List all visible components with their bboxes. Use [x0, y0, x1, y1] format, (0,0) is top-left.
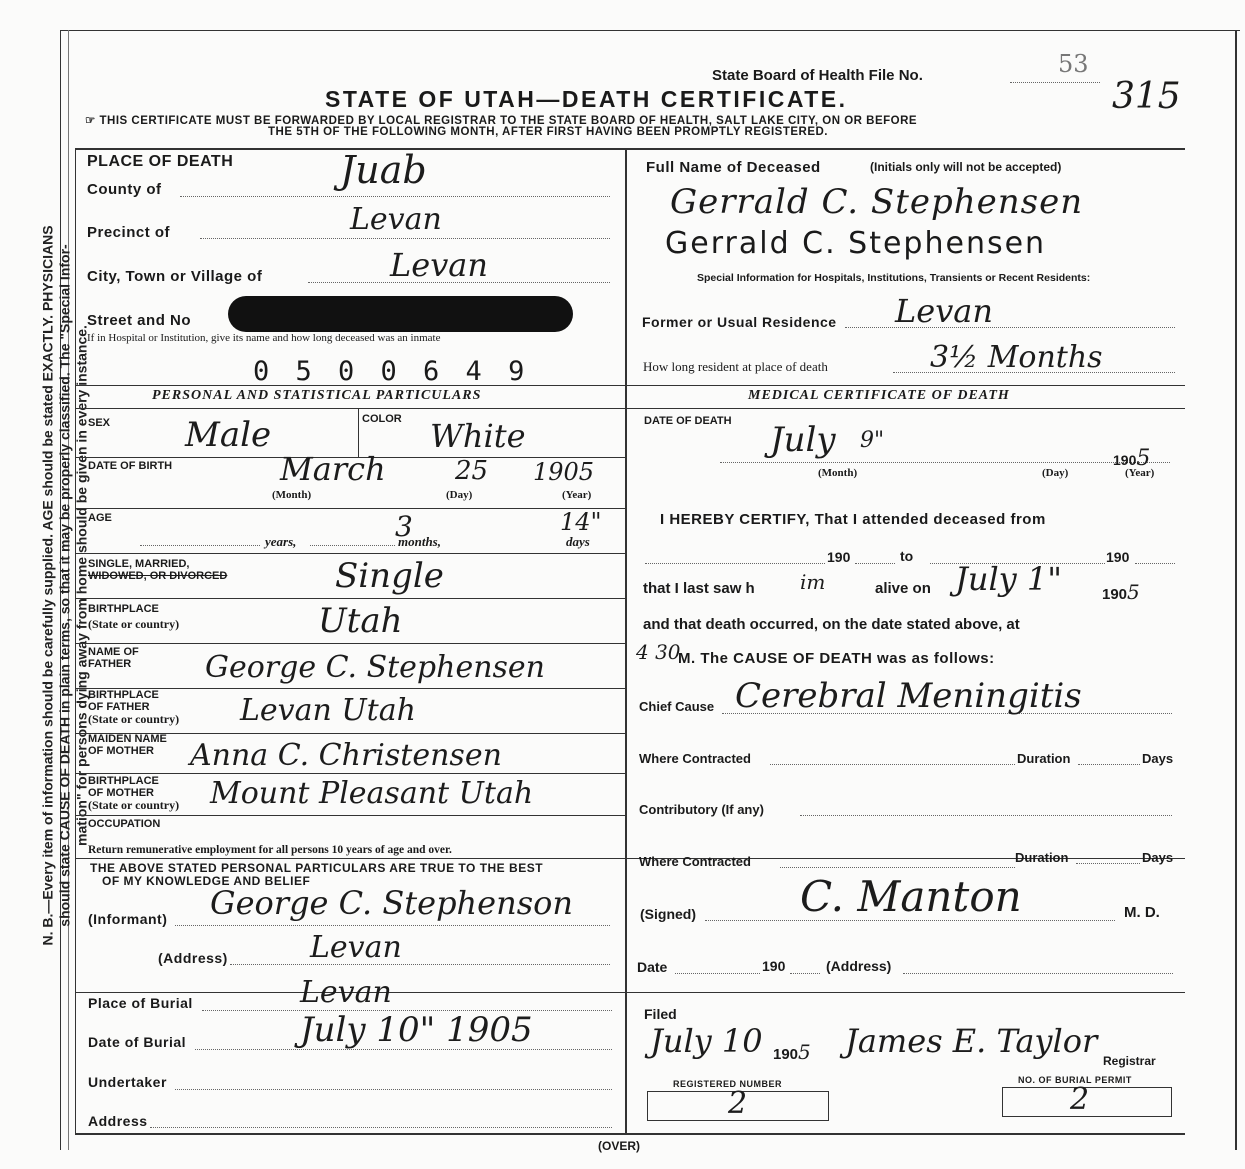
row-line-birthplace [75, 643, 625, 644]
notice-line-2: THE 5TH OF THE FOLLOWING MONTH, AFTER FIRST HAVING BEEN PROMPTLY REGISTERED. [268, 126, 828, 138]
color-label: COLOR [362, 413, 402, 425]
row-line-age [75, 553, 625, 554]
marital-label-2: WIDOWED, OR DIVORCED [88, 570, 228, 582]
mother-bp-label-2: OF MOTHER [88, 787, 154, 799]
dob-month: March [280, 450, 386, 488]
registrar-signature: James E. Taylor [845, 1022, 1098, 1060]
certify-line-1: THE ABOVE STATED PERSONAL PARTICULARS ARE TRUE TO THE BEST [90, 861, 544, 875]
sex-value: Male [185, 415, 272, 455]
redaction-bar [228, 296, 573, 332]
special-info: Special Information for Hospitals, Institutions, Transients or Recent Residents: [697, 272, 1091, 284]
dob-month-caption: (Month) [272, 489, 312, 501]
mother-value: Anna C. Christensen [190, 738, 502, 773]
sex-label: SEX [88, 417, 111, 429]
dob-year: 1905 [533, 458, 595, 486]
hospital-note: If in Hospital or Institution, give its name and how long deceased was an inmate [87, 332, 441, 344]
marital-label-1: SINGLE, MARRIED, [88, 558, 190, 570]
dod-line [720, 462, 1170, 463]
mother-label-1: MAIDEN NAME [88, 733, 167, 745]
months-value: 3 [395, 510, 413, 543]
burial-place-label: Place of Burial [88, 995, 193, 1011]
dod-month-caption: (Month) [818, 467, 858, 479]
informant-address-line [230, 964, 610, 965]
row-line-marital [75, 598, 625, 599]
burial-permit-value: 2 [1070, 1082, 1090, 1117]
occupation-label: OCCUPATION [88, 818, 161, 830]
notice-line-1: ☞ THIS CERTIFICATE MUST BE FORWARDED BY LOCAL REGISTRAR TO THE STATE BOARD OF HEALTH, SALT LAKE CITY, ON OR BEFORE [85, 115, 918, 127]
file-no-line [1010, 82, 1100, 83]
duration-label: Duration [1017, 751, 1071, 766]
father-bp-value: Levan Utah [240, 693, 416, 728]
mother-bp-label-3: (State or country) [88, 798, 180, 812]
father-bp-label-3: (State or country) [88, 712, 180, 726]
to-label: to [900, 548, 914, 564]
medical-address-label: (Address) [826, 958, 892, 974]
last-saw-label: that I last saw h [643, 580, 755, 597]
dod-year-caption: (Year) [1125, 467, 1155, 479]
to-year-line [1135, 563, 1175, 564]
medical-heading: MEDICAL CERTIFICATE OF DEATH [748, 388, 1010, 403]
where-contracted-label: Where Contracted [639, 751, 751, 766]
medical-date-year-line [790, 973, 820, 974]
row-line-dob [75, 508, 625, 509]
chief-cause-label: Chief Cause [639, 699, 715, 714]
dob-day: 25 [455, 456, 489, 486]
undertaker-address-label: Address [88, 1113, 148, 1129]
years-caption: years, [265, 534, 297, 549]
mother-bp-label-1: BIRTHPLACE [88, 775, 159, 787]
column-divider [625, 148, 627, 1133]
from-line [645, 563, 825, 564]
years-line [140, 545, 260, 546]
certify-statement: I HEREBY CERTIFY, That I attended deceased from [660, 511, 1046, 528]
informant-address-label: (Address) [158, 950, 228, 966]
time-value: 4 30 [636, 640, 681, 664]
birthplace-value: Utah [318, 601, 403, 641]
occupation-note: Return remunerative employment for all persons 10 years of age and over. [88, 844, 452, 856]
county-value: Juab [340, 148, 427, 192]
from-year: 190 [827, 549, 851, 565]
residence-label: Former or Usual Residence [642, 314, 837, 330]
side-note: N. B.—Every item of information should be carefully supplied. AGE should be stated EXACTLY. PHYSICIANS should state CAUSE OF DEATH in plain terms, so that it may be properly classified. The "Special Infor- mation" for persons dying away from home should be given in every instance. [39, 225, 90, 946]
md-label: M. D. [1124, 904, 1160, 921]
dod-label: DATE OF DEATH [644, 415, 732, 427]
place-heading: PLACE OF DEATH [87, 153, 234, 170]
precinct-line [200, 238, 610, 239]
contributory-line [800, 815, 1172, 816]
father-label-1: NAME OF [88, 646, 139, 658]
undertaker-address-line [150, 1127, 612, 1128]
where-contracted-2-line [780, 867, 1015, 868]
dob-year-caption: (Year) [562, 489, 592, 501]
signed-label: (Signed) [640, 906, 696, 922]
registered-number-label: REGISTERED NUMBER [673, 1079, 783, 1089]
cause-intro: M. The CAUSE OF DEATH was as follows: [678, 650, 995, 667]
marital-value: Single [335, 556, 444, 596]
personal-heading-line [75, 408, 625, 409]
days-value: 14" [560, 508, 602, 536]
deceased-name-label: Full Name of Deceased [646, 159, 821, 176]
days-2-label: Days [1142, 850, 1174, 865]
filed-label: Filed [644, 1006, 677, 1022]
street-label: Street and No [87, 312, 192, 329]
section-divider [75, 385, 1185, 386]
informant-value: George C. Stephenson [210, 884, 573, 922]
file-no: 53 [1058, 50, 1089, 78]
how-long-value: 3½ Months [930, 340, 1103, 375]
days-label: Days [1142, 751, 1174, 766]
mother-bp-value: Mount Pleasant Utah [210, 776, 534, 811]
father-value: George C. Stephensen [205, 650, 546, 685]
left-column-edge [75, 148, 76, 1133]
dod-month: July [770, 420, 836, 460]
top-border [60, 30, 1240, 31]
informant-line [175, 925, 610, 926]
title-number: 315 [1112, 76, 1181, 117]
months-caption: months, [398, 534, 441, 549]
registered-number-value: 2 [728, 1086, 748, 1121]
main-top-line [75, 148, 1185, 150]
filed-year: 1905 [773, 1040, 811, 1064]
medical-date-year: 190 [762, 958, 786, 974]
main-bottom-line [75, 1133, 1185, 1135]
hand-point-icon: ☞ [85, 115, 100, 127]
city-label: City, Town or Village of [87, 268, 263, 285]
age-label: AGE [88, 512, 112, 524]
certify-line-2: OF MY KNOWLEDGE AND BELIEF [102, 874, 311, 888]
deceased-name-typed: Gerrald C. Stephensen [665, 226, 1047, 261]
mother-label-2: OF MOTHER [88, 745, 154, 757]
alive-on-label: alive on [875, 580, 931, 597]
where-contracted-2-label: Where Contracted [639, 854, 751, 869]
duration-2-label: Duration [1015, 850, 1069, 865]
dod-year: 1905 [1113, 446, 1151, 471]
occurred-label: and that death occurred, on the date stated above, at [643, 616, 1020, 633]
residence-value: Levan [895, 292, 993, 330]
contributory-label: Contributory (If any) [639, 802, 764, 817]
birthplace-label-1: BIRTHPLACE [88, 603, 159, 615]
father-bp-label-1: BIRTHPLACE [88, 689, 159, 701]
to-year: 190 [1106, 549, 1130, 565]
how-long-label: How long resident at place of death [643, 359, 828, 374]
right-border [1235, 30, 1237, 1150]
dob-label: DATE OF BIRTH [88, 460, 173, 472]
deceased-name-note: (Initials only will not be accepted) [870, 160, 1062, 174]
color-value: White [430, 417, 526, 455]
undertaker-line [175, 1089, 612, 1090]
stamp-number: 0 5 0 0 6 4 9 [253, 356, 530, 387]
birthplace-label-2: (State or country) [88, 617, 180, 631]
burial-place-value: Levan [300, 975, 392, 1010]
certificate-title: STATE OF UTAH—DEATH CERTIFICATE. [325, 86, 848, 112]
duration-line [1078, 764, 1140, 765]
last-saw-year: 1905 [1102, 580, 1140, 604]
medical-address-line [903, 973, 1173, 974]
father-bp-label-2: OF FATHER [88, 701, 150, 713]
city-value: Levan [390, 246, 488, 284]
over-label: (OVER) [598, 1139, 640, 1153]
precinct-label: Precinct of [87, 224, 171, 241]
dob-day-caption: (Day) [446, 489, 473, 501]
father-label-2: FATHER [88, 658, 132, 670]
dod-day-caption: (Day) [1042, 467, 1069, 479]
where-contracted-line [770, 764, 1015, 765]
burial-date-label: Date of Burial [88, 1034, 187, 1050]
physician-signature: C. Manton [800, 872, 1022, 921]
informant-address-value: Levan [310, 930, 402, 965]
from-year-line [855, 563, 895, 564]
registrar-label: Registrar [1103, 1054, 1156, 1068]
county-label: County of [87, 181, 162, 198]
file-no-label: State Board of Health File No. [712, 67, 923, 84]
dod-day: 9" [860, 428, 885, 453]
row-line-mother-bp [75, 815, 625, 816]
chief-cause-value: Cerebral Meningitis [735, 676, 1082, 716]
filed-date: July 10 [650, 1022, 763, 1060]
last-saw-pronoun: im [800, 570, 826, 594]
medical-date-label: Date [637, 959, 668, 975]
deceased-name-handwritten: Gerrald C. Stephensen [670, 182, 1084, 222]
informant-label: (Informant) [88, 911, 168, 927]
undertaker-label: Undertaker [88, 1074, 167, 1090]
personal-heading: PERSONAL AND STATISTICAL PARTICULARS [152, 388, 482, 403]
row-line-signed [625, 992, 1185, 993]
days-caption: days [566, 534, 590, 549]
duration-2-line [1076, 863, 1140, 864]
row-line-mother [75, 773, 625, 774]
precinct-value: Levan [350, 202, 442, 237]
burial-date-value: July 10" 1905 [300, 1010, 533, 1050]
burial-permit-label: NO. OF BURIAL PERMIT [1018, 1075, 1132, 1085]
county-line [180, 196, 610, 197]
months-line [310, 545, 395, 546]
medical-heading-line [625, 408, 1185, 409]
medical-date-line [675, 973, 760, 974]
last-saw-date: July 1" [955, 560, 1062, 598]
